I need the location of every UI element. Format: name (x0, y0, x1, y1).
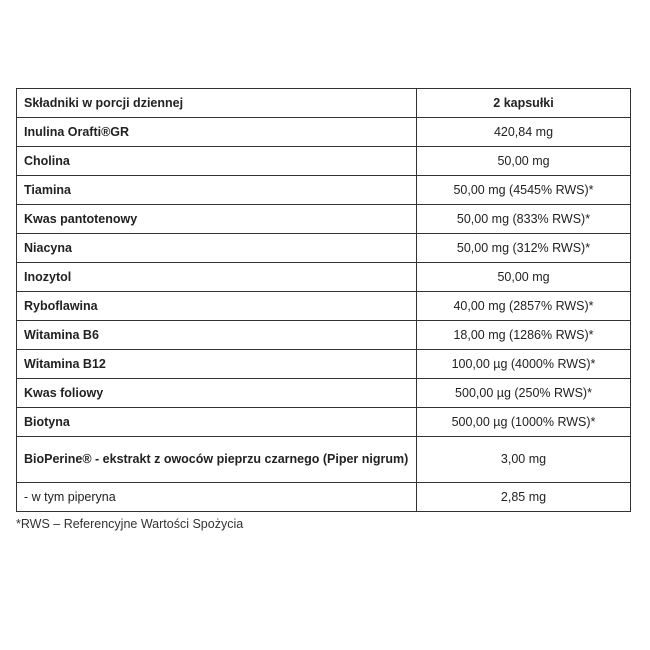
ingredient-name: Cholina (17, 147, 417, 176)
ingredient-name: Niacyna (17, 234, 417, 263)
ingredient-name: Witamina B12 (17, 350, 417, 379)
table-row (17, 118, 631, 147)
ingredient-name: BioPerine® - ekstrakt z owoców pieprzu czarnego (Piper nigrum) (17, 437, 417, 483)
ingredient-name: Tiamina (17, 176, 417, 205)
table-row (17, 321, 631, 350)
ingredient-amount: 100,00 µg (4000% RWS)* (417, 350, 631, 379)
header-serving: 2 kapsułki (417, 89, 631, 118)
ingredient-amount: 420,84 mg (417, 118, 631, 147)
ingredient-amount: 50,00 mg (4545% RWS)* (417, 176, 631, 205)
ingredient-name: - w tym piperyna (17, 483, 417, 512)
ingredient-amount: 50,00 mg (833% RWS)* (417, 205, 631, 234)
footnote: *RWS – Referencyjne Wartości Spożycia (16, 517, 244, 531)
ingredient-name: Kwas pantotenowy (17, 205, 417, 234)
table-row (17, 437, 631, 483)
ingredient-amount: 500,00 µg (250% RWS)* (417, 379, 631, 408)
header-ingredients: Składniki w porcji dziennej (17, 89, 417, 118)
ingredient-amount: 18,00 mg (1286% RWS)* (417, 321, 631, 350)
table-row (17, 379, 631, 408)
ingredient-name: Biotyna (17, 408, 417, 437)
table-row (17, 263, 631, 292)
table-row (17, 408, 631, 437)
table-row (17, 292, 631, 321)
ingredient-amount: 50,00 mg (417, 263, 631, 292)
ingredient-name: Witamina B6 (17, 321, 417, 350)
table-header-row (17, 89, 631, 118)
table-row (17, 176, 631, 205)
ingredient-amount: 50,00 mg (312% RWS)* (417, 234, 631, 263)
ingredient-name: Inulina Orafti®GR (17, 118, 417, 147)
ingredient-amount: 40,00 mg (2857% RWS)* (417, 292, 631, 321)
ingredient-name: Ryboflawina (17, 292, 417, 321)
nutrition-sheet (16, 88, 630, 531)
ingredient-amount: 3,00 mg (417, 437, 631, 483)
ingredient-amount: 500,00 µg (1000% RWS)* (417, 408, 631, 437)
nutrition-table (16, 88, 631, 512)
table-row (17, 147, 631, 176)
table-row (17, 350, 631, 379)
table-row (17, 205, 631, 234)
ingredient-name: Kwas foliowy (17, 379, 417, 408)
ingredient-amount: 50,00 mg (417, 147, 631, 176)
ingredient-name: Inozytol (17, 263, 417, 292)
table-row (17, 483, 631, 512)
ingredient-amount: 2,85 mg (417, 483, 631, 512)
table-row (17, 234, 631, 263)
